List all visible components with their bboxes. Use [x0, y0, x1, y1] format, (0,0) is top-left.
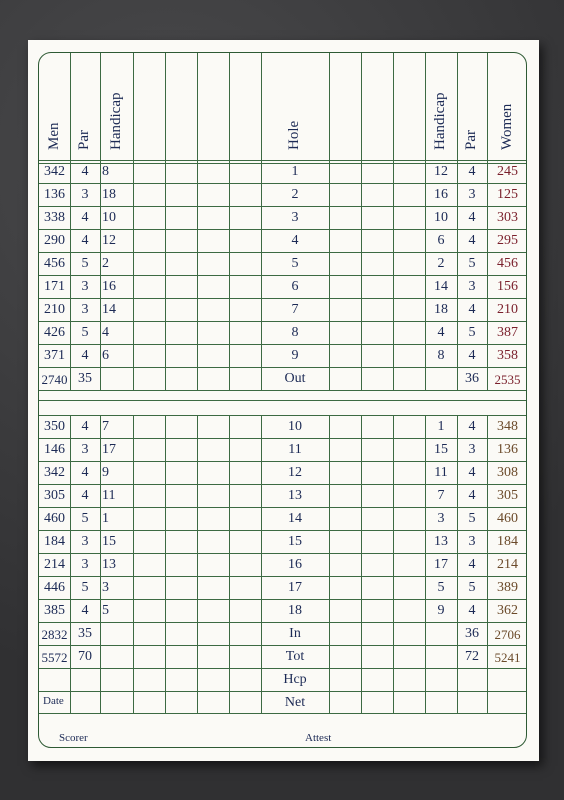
tot-par-total: 70 — [78, 649, 92, 664]
men-yardage: 460 — [44, 511, 65, 526]
women-yardage: 136 — [497, 442, 518, 457]
women-yardage: 389 — [497, 580, 518, 595]
header-handicap-women: Handicap — [432, 92, 448, 150]
handicap-value: 14 — [102, 302, 116, 317]
men-yardage: 426 — [44, 325, 65, 340]
women-handicap-value: 17 — [434, 557, 448, 572]
par-value: 4 — [81, 419, 89, 434]
women-handicap-value: 11 — [434, 465, 448, 480]
out-par-total: 35 — [78, 371, 92, 386]
hcp-label: Hcp — [283, 672, 307, 687]
grid-line-vertical — [229, 53, 230, 390]
scorer-label: Scorer — [59, 732, 88, 744]
women-yardage: 460 — [497, 511, 518, 526]
par-value: 4 — [81, 603, 89, 618]
men-yardage: 342 — [44, 465, 65, 480]
hole-number: 5 — [291, 256, 299, 271]
par-value: 3 — [81, 279, 89, 294]
women-yardage: 362 — [497, 603, 518, 618]
women-yardage: 125 — [497, 187, 518, 202]
women-handicap-value: 6 — [437, 233, 445, 248]
header-par-women: Par — [463, 130, 479, 150]
women-handicap-value: 7 — [437, 488, 445, 503]
hole-number: 18 — [288, 603, 302, 618]
women-yardage: 303 — [497, 210, 518, 225]
women-par-value: 4 — [468, 465, 476, 480]
women-handicap-value: 10 — [434, 210, 448, 225]
women-handicap-value: 4 — [437, 325, 445, 340]
par-value: 4 — [81, 348, 89, 363]
hole-number: 15 — [288, 534, 302, 549]
par-value: 4 — [81, 164, 89, 179]
women-par-value: 4 — [468, 488, 476, 503]
header-handicap: Handicap — [107, 92, 124, 150]
out-label: Out — [284, 371, 306, 386]
par-value: 3 — [81, 187, 89, 202]
par-value: 5 — [81, 511, 89, 526]
women-par-value: 4 — [468, 603, 476, 618]
tot-women-total: 5241 — [494, 649, 521, 665]
women-handicap-value: 14 — [434, 279, 448, 294]
grid-line-vertical — [197, 53, 198, 390]
out-women-total: 2535 — [494, 371, 521, 387]
women-handicap-value: 13 — [434, 534, 448, 549]
hole-number: 2 — [291, 187, 299, 202]
men-yardage: 214 — [44, 557, 65, 572]
handicap-value: 18 — [102, 187, 116, 202]
women-par-value: 4 — [468, 557, 476, 572]
women-par-value: 5 — [468, 325, 476, 340]
par-value: 4 — [81, 210, 89, 225]
handicap-value: 3 — [102, 580, 109, 595]
women-yardage: 348 — [497, 419, 518, 434]
hole-number: 12 — [288, 465, 302, 480]
grid-line-vertical — [361, 53, 362, 390]
women-handicap-value: 18 — [434, 302, 448, 317]
women-par-value: 4 — [468, 164, 476, 179]
men-yardage: 171 — [44, 279, 65, 294]
hole-number: 14 — [288, 511, 302, 526]
scorecard — [28, 40, 539, 761]
women-par-value: 4 — [468, 233, 476, 248]
par-value: 3 — [81, 534, 89, 549]
header-men: Men — [45, 122, 62, 150]
par-value: 5 — [81, 325, 89, 340]
handicap-value: 1 — [102, 511, 109, 526]
women-handicap-value: 16 — [434, 187, 448, 202]
grid-line-vertical — [165, 53, 166, 390]
par-value: 3 — [81, 442, 89, 457]
women-handicap-value: 12 — [434, 164, 448, 179]
out-row-bottom — [39, 390, 527, 391]
par-value: 3 — [81, 302, 89, 317]
men-yardage: 371 — [44, 348, 65, 363]
handicap-value: 11 — [102, 488, 116, 503]
men-yardage: 290 — [44, 233, 65, 248]
hole-number: 10 — [288, 419, 302, 434]
hole-number: 7 — [291, 302, 299, 317]
men-yardage: 350 — [44, 419, 65, 434]
tot-women-par-total: 72 — [465, 649, 479, 664]
par-value: 4 — [81, 233, 89, 248]
men-yardage: 136 — [44, 187, 65, 202]
women-par-value: 5 — [468, 256, 476, 271]
women-yardage: 456 — [497, 256, 518, 271]
women-yardage: 358 — [497, 348, 518, 363]
women-handicap-value: 9 — [437, 603, 445, 618]
handicap-value: 7 — [102, 419, 109, 434]
women-handicap-value: 15 — [434, 442, 448, 457]
men-yardage: 338 — [44, 210, 65, 225]
women-par-value: 3 — [468, 187, 476, 202]
women-par-value: 4 — [468, 210, 476, 225]
out-men-total: 2740 — [41, 371, 68, 387]
hole-number: 4 — [291, 233, 299, 248]
hole-number: 3 — [291, 210, 299, 225]
women-yardage: 305 — [497, 488, 518, 503]
tot-label: Tot — [285, 649, 305, 664]
women-handicap-value: 8 — [437, 348, 445, 363]
grid-line-horizontal — [39, 713, 527, 714]
handicap-value: 12 — [102, 233, 116, 248]
par-value: 5 — [81, 580, 89, 595]
women-yardage: 214 — [497, 557, 518, 572]
handicap-value: 6 — [102, 348, 109, 363]
men-yardage: 342 — [44, 164, 65, 179]
section-divider — [39, 400, 527, 401]
handicap-value: 16 — [102, 279, 116, 294]
women-yardage: 387 — [497, 325, 518, 340]
women-par-value: 4 — [468, 419, 476, 434]
handicap-value: 5 — [102, 603, 109, 618]
men-yardage: 146 — [44, 442, 65, 457]
grid-line-vertical — [329, 53, 330, 390]
header-women: Women — [498, 103, 515, 150]
women-yardage: 210 — [497, 302, 518, 317]
women-yardage: 308 — [497, 465, 518, 480]
women-handicap-value: 3 — [437, 511, 445, 526]
women-par-value: 5 — [468, 511, 476, 526]
par-value: 4 — [81, 465, 89, 480]
in-par-total: 35 — [78, 626, 92, 641]
men-yardage: 184 — [44, 534, 65, 549]
handicap-value: 2 — [102, 256, 109, 271]
handicap-value: 17 — [102, 442, 116, 457]
women-par-value: 4 — [468, 348, 476, 363]
hole-number: 1 — [291, 164, 299, 179]
header-par: Par — [76, 130, 92, 150]
men-yardage: 446 — [44, 580, 65, 595]
women-yardage: 295 — [497, 233, 518, 248]
date-label: Date — [43, 695, 64, 707]
net-label: Net — [284, 694, 306, 710]
men-yardage: 305 — [44, 488, 65, 503]
women-par-value: 3 — [468, 442, 476, 457]
hole-number: 9 — [291, 348, 299, 363]
hole-number: 13 — [288, 488, 302, 503]
women-handicap-value: 1 — [437, 419, 445, 434]
handicap-value: 10 — [102, 210, 116, 225]
women-par-value: 4 — [468, 302, 476, 317]
par-value: 4 — [81, 488, 89, 503]
men-yardage: 456 — [44, 256, 65, 271]
par-value: 3 — [81, 557, 89, 572]
tot-men-total: 5572 — [41, 649, 68, 665]
women-handicap-value: 2 — [437, 256, 445, 271]
out-women-par-total: 36 — [465, 371, 479, 386]
hole-number: 6 — [291, 279, 299, 294]
in-label: In — [289, 626, 301, 641]
header-hole: Hole — [286, 120, 302, 150]
in-women-par-total: 36 — [465, 626, 479, 641]
in-men-total: 2832 — [41, 626, 68, 642]
hole-number: 17 — [288, 580, 302, 595]
attest-label: Attest — [305, 732, 332, 744]
men-yardage: 385 — [44, 603, 65, 618]
handicap-value: 13 — [102, 557, 116, 572]
in-women-total: 2706 — [494, 626, 521, 642]
women-par-value: 3 — [468, 279, 476, 294]
women-yardage: 156 — [497, 279, 518, 294]
handicap-value: 8 — [102, 164, 109, 179]
hole-number: 8 — [291, 325, 299, 340]
handicap-value: 9 — [102, 465, 109, 480]
handicap-value: 4 — [102, 325, 109, 340]
women-yardage: 184 — [497, 534, 518, 549]
women-yardage: 245 — [497, 164, 518, 179]
scorecard-grid — [38, 52, 527, 748]
women-handicap-value: 5 — [437, 580, 445, 595]
hole-number: 11 — [288, 442, 302, 457]
women-par-value: 5 — [468, 580, 476, 595]
handicap-value: 15 — [102, 534, 116, 549]
women-par-value: 3 — [468, 534, 476, 549]
hole-number: 16 — [288, 557, 302, 572]
men-yardage: 210 — [44, 302, 65, 317]
par-value: 5 — [81, 256, 89, 271]
grid-line-vertical — [393, 53, 394, 390]
